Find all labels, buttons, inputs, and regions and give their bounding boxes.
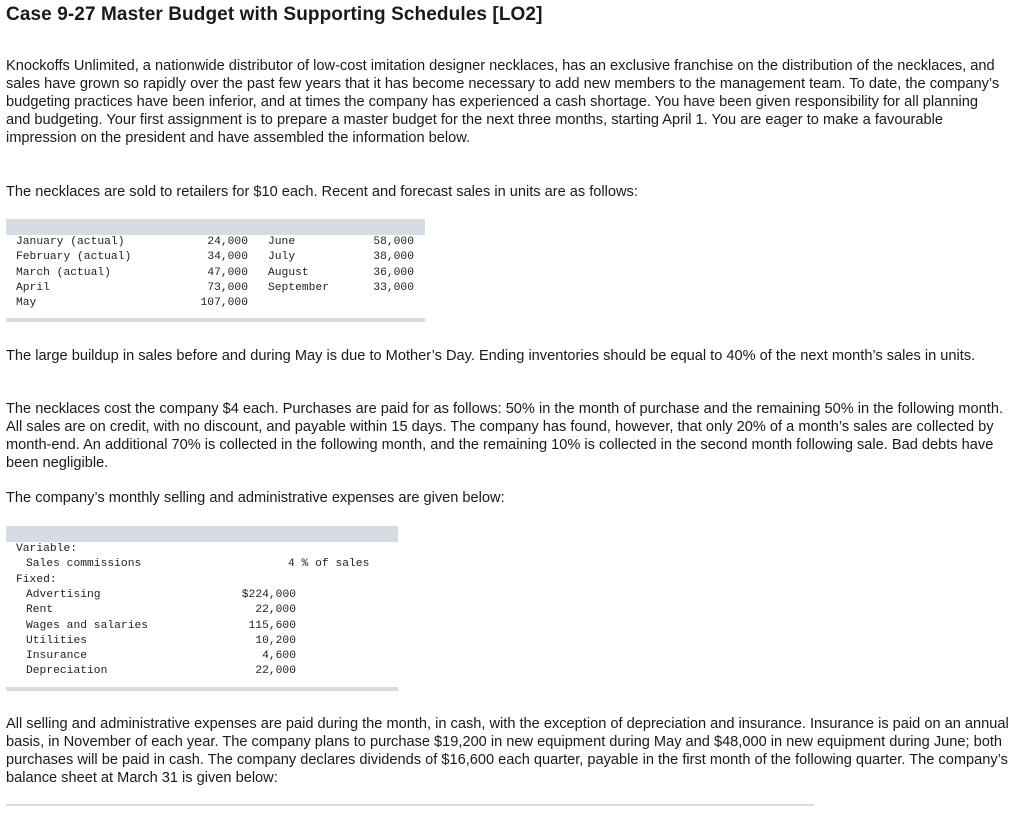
table-row (6, 603, 398, 618)
units-value: 58,000 (373, 236, 414, 248)
expense-label: Depreciation (26, 665, 108, 678)
table-row (6, 542, 398, 557)
table-row (6, 281, 425, 296)
table-row (6, 649, 398, 664)
table-row (6, 588, 398, 603)
table-row (6, 619, 398, 634)
table-row (6, 634, 398, 649)
case-title: Case 9-27 Master Budget with Supporting Schedules [LO2] (6, 4, 543, 25)
expense-table (6, 526, 398, 691)
expense-value: 22,000 (255, 604, 296, 617)
units-value: 47,000 (207, 266, 248, 279)
intro-paragraph: Knockoffs Unlimited, a nationwide distributor of low-cost imitation designer necklaces, has an exclusive franchise on the distribution of the necklaces, and sales have grown so rapidly over the past few years that it has become necessary to add new members to the management team. To date, the company’s budgeting practices have been inferior, and at times the company has experienced a cash shortage. You have been given responsibility for all planning and budgeting. Your first assignment is to prepare a master budget for the next three months, starting April 1. You are eager to make a favourable impression on the president and have assembled the information below. (6, 58, 1000, 146)
units-value: 107,000 (200, 297, 248, 310)
table-row (6, 573, 398, 588)
table-header-bar (6, 526, 398, 542)
table-footer-bar (6, 687, 398, 691)
units-value: 73,000 (207, 281, 248, 294)
buildup-paragraph: The large buildup in sales before and during May is due to Mother’s Day. Ending inventories should be equal to 40% of the next month’s sales in units. (6, 348, 976, 364)
closing-paragraph: All selling and administrative expenses are paid during the month, in cash, with the exception of depreciation and insurance. Insurance is paid on an annual basis, in November of each year. The company plans to purchase $19,200 in new equipment during May and $48,000 in new equipment during June; both purchases will be paid in cash. The company declares dividends of $16,600 each quarter, payable in the first month of the following quarter. The company’s balance sheet at March 31 is given below: (6, 716, 1009, 786)
month-label: April (16, 281, 50, 294)
expense-label: Utilities (26, 634, 88, 647)
cost-paragraph: The necklaces cost the company $4 each. Purchases are paid for as follows: 50% in the month of purchase and the remaining 50% in the following month. All sales are on credit, with no discount, and payable within 15 days. The company has found, however, that only 20% of a month’s sales are collected by month-end. An additional 70% is collected in the following month, and the remaining 10% is collected in the second month following sale. Bad debts have been negligible. (6, 401, 1003, 471)
table-row (6, 266, 425, 281)
table-header-bar (6, 219, 425, 235)
expense-label: Rent (26, 604, 54, 617)
table-row (6, 235, 425, 250)
month-label: January (actual) (16, 236, 125, 248)
expense-label: Wages and salaries (26, 619, 149, 632)
month-label: August (268, 266, 309, 279)
balance-sheet-table-top-bar (6, 804, 814, 806)
table-footer-bar (6, 318, 425, 322)
expense-value: 10,200 (255, 634, 296, 647)
units-value: 24,000 (207, 236, 248, 248)
month-label: March (actual) (16, 266, 111, 279)
units-value: 33,000 (373, 281, 414, 294)
month-label: May (16, 297, 37, 310)
month-label: July (268, 251, 296, 264)
expense-value: 22,000 (255, 665, 296, 678)
expense-label: Advertising (26, 588, 101, 601)
table-row (6, 664, 398, 679)
sales-forecast-table (6, 219, 425, 322)
month-label: September (268, 281, 330, 294)
expense-value: 115,600 (248, 619, 296, 632)
table-row (6, 296, 425, 311)
expense-value: $224,000 (241, 588, 296, 601)
sales-intro-paragraph: The necklaces are sold to retailers for $10 each. Recent and forecast sales in units are as follows: (6, 184, 638, 200)
table-row (6, 250, 425, 265)
section-label: Fixed: (16, 573, 57, 586)
expense-value: 4 % of sales (288, 558, 370, 571)
units-value: 36,000 (373, 266, 414, 279)
expense-label: Sales commissions (26, 558, 142, 571)
section-label: Variable: (16, 543, 78, 555)
expense-value: 4,600 (262, 650, 296, 663)
expense-label: Insurance (26, 650, 88, 663)
table-row (6, 557, 398, 572)
month-label: February (actual) (16, 251, 132, 264)
units-value: 38,000 (373, 251, 414, 264)
units-value: 34,000 (207, 251, 248, 264)
expenses-intro-paragraph: The company’s monthly selling and administrative expenses are given below: (6, 490, 505, 506)
month-label: June (268, 236, 296, 248)
